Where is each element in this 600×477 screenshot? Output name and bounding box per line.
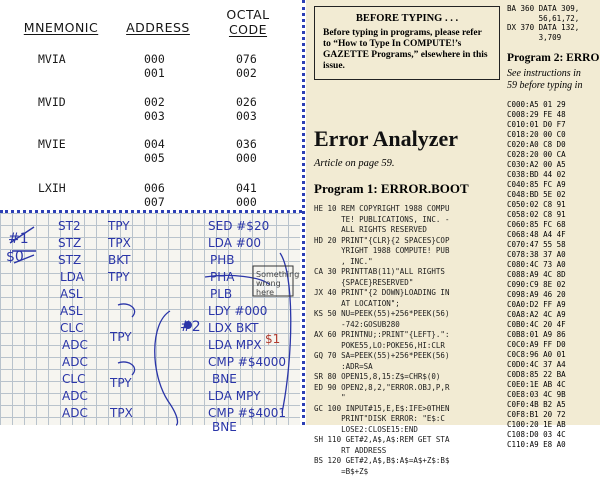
hex-line: C018:20 00 C0 (507, 130, 600, 140)
hex-line: C040:85 FC A9 (507, 180, 600, 190)
instruction-line: 59 before typing in (507, 80, 600, 92)
hex-line: C008:29 FE 48 (507, 110, 600, 120)
hw-right-line: SED #$20 (208, 220, 269, 233)
code-line: YRIGHT 1988 COMPUTE! PUB (314, 246, 500, 257)
table-row-octal: 002 (236, 66, 257, 80)
hex-line: C0A8:A2 4C A9 (507, 310, 600, 320)
code-line: PRINT"DISK ERROR: "E$:C (314, 414, 500, 425)
handwritten-grid-panel (0, 213, 300, 425)
table-row-octal: 036 (236, 137, 257, 151)
table-row-octal: 000 (236, 195, 257, 209)
table-row-address: 002 (144, 95, 165, 109)
hex-line: C058:02 C8 91 (507, 210, 600, 220)
hex-line: C0B0:4C 20 4F (507, 320, 600, 330)
code-line: CA 30 PRINTTAB(11)"ALL RIGHTS (314, 267, 500, 278)
hw-left-line: LDA (60, 271, 84, 284)
octal-header-line2: CODE (222, 22, 274, 37)
hex-line: C060:85 FC 68 (507, 220, 600, 230)
code-line: , INC." (314, 257, 500, 268)
hex-line: C0B8:01 A9 86 (507, 330, 600, 340)
hw-left-line: ADC (62, 339, 88, 352)
code-line: TE! PUBLICATIONS, INC. - (314, 215, 500, 226)
hw-mid-line: BKT (108, 254, 131, 267)
code-line: KS 50 NU=PEEK(55)+256*PEEK(56) (314, 309, 500, 320)
hex-line: C100:20 1E AB (507, 420, 600, 430)
notice-title: BEFORE TYPING . . . (323, 13, 491, 24)
table-row-octal: 000 (236, 151, 257, 165)
hw-right-line: BNE (212, 421, 237, 434)
hex-line: C030:A2 00 A5 (507, 160, 600, 170)
code-line: AT LOCATION"; (314, 299, 500, 310)
octal-header-line1: OCTAL (222, 7, 274, 22)
hex-line: C050:02 C8 91 (507, 200, 600, 210)
hex-line: C000:A5 01 29 (507, 100, 600, 110)
table-row-address: 006 (144, 181, 165, 195)
magazine-right-column (507, 0, 600, 450)
hw-left-line: ADC (62, 390, 88, 403)
code-line: AX 60 PRINTNU;:PRINT"{LEFT}.": (314, 330, 500, 341)
hex-line: C038:BD 44 02 (507, 170, 600, 180)
hw-right-line: CMP #$4001 (208, 407, 286, 420)
code-line: =B$+Z$ (314, 467, 500, 477)
hex-line: C048:BD 5E 02 (507, 190, 600, 200)
code-line: GC 100 INPUT#15,E,E$:IFE>0THEN (314, 404, 500, 415)
hex-line: C0C0:A9 FF D0 (507, 340, 600, 350)
data-line: DX 370 DATA 132, (507, 23, 600, 33)
code-line: SH 110 GET#2,A$,A$:REM GET STA (314, 435, 500, 446)
hw-mid-line: TPY (110, 377, 132, 390)
program2-title: Program 2: ERRO (507, 52, 600, 64)
code-line: {SPACE}RESERVED" (314, 278, 500, 289)
instruction-line: See instructions in (507, 68, 600, 80)
table-row-octal: 026 (236, 95, 257, 109)
code-line: POKE55,LO:POKE56,HI:CLR (314, 341, 500, 352)
hex-line: C078:38 37 A0 (507, 250, 600, 260)
table-row-address: 003 (144, 109, 165, 123)
table-row-mnemonic: MVIA (38, 52, 66, 66)
table-row-address: 007 (144, 195, 165, 209)
article-subtitle: Article on page 59. (314, 158, 500, 169)
hw-side-mark: #2 (180, 321, 201, 334)
hw-mark-1: #1 (8, 233, 29, 246)
hex-line: C0F0:4B B2 A5 (507, 400, 600, 410)
code-line: -742:GOSUB280 (314, 320, 500, 331)
address-header: ADDRESS (124, 20, 192, 35)
hex-line: C068:48 A4 4F (507, 230, 600, 240)
code-line: GQ 70 SA=PEEK(55)+256*PEEK(56) (314, 351, 500, 362)
code-line: " (314, 393, 500, 404)
hw-mid-line: TPY (110, 331, 132, 344)
before-typing-notice (314, 6, 500, 80)
hex-line: C108:D0 03 4C (507, 430, 600, 440)
hw-right-line: LDA MPY (208, 390, 260, 403)
hw-boxed-note: Something wrong here (256, 270, 292, 297)
table-row-octal: 076 (236, 52, 257, 66)
table-row-address: 004 (144, 137, 165, 151)
hex-line: C110:A9 E8 A0 (507, 440, 600, 450)
hex-line: C0C8:96 A0 01 (507, 350, 600, 360)
hw-mark-dollar0: $0 (6, 251, 24, 264)
hex-line: C0D8:85 22 BA (507, 370, 600, 380)
hw-mid-line: TPX (110, 407, 133, 420)
table-row-address: 001 (144, 66, 165, 80)
hw-right-line: LDY #000 (208, 305, 267, 318)
hw-right-line: LDA MPX (208, 339, 262, 352)
table-row-mnemonic: MVIE (38, 137, 66, 151)
see-instructions (507, 68, 600, 92)
hex-line: C010:01 D0 F7 (507, 120, 600, 130)
hw-left-line: ADC (62, 407, 88, 420)
hw-left-line: STZ (58, 237, 81, 250)
table-row-octal: 003 (236, 109, 257, 123)
program1-title: Program 1: ERROR.BOOT (314, 181, 500, 197)
table-row-octal: 041 (236, 181, 257, 195)
table-row-address: 000 (144, 52, 165, 66)
hw-right-line: LDA #00 (208, 237, 261, 250)
code-line: HD 20 PRINT"{CLR}{2 SPACES}COP (314, 236, 500, 247)
article-title: Error Analyzer (314, 126, 500, 152)
hw-right-line: PHA (210, 271, 234, 284)
data-lines-top (507, 4, 600, 42)
hw-left-line: ADC (62, 356, 88, 369)
code-line: ALL RIGHTS RESERVED (314, 225, 500, 236)
hw-mid-line: TPY (108, 271, 130, 284)
hw-right-line: PLB (210, 288, 232, 301)
magazine-page (306, 0, 600, 425)
octal-code-header (222, 7, 274, 37)
hex-line: C0E8:03 4C 9B (507, 390, 600, 400)
vertical-dotted-divider (302, 0, 305, 425)
mnemonic-header: MNEMONIC (20, 20, 102, 35)
hw-mid-line: TPX (108, 237, 131, 250)
code-line: :ADR=SA (314, 362, 500, 373)
hex-line: C0F8:B1 20 72 (507, 410, 600, 420)
hw-left-line: ASL (60, 305, 83, 318)
hw-margin-mark: $1 (265, 333, 280, 346)
hw-mid-line: TPY (108, 220, 130, 233)
hw-right-line: LDX BKT (208, 322, 258, 335)
hex-line: C0D0:4C 37 A4 (507, 360, 600, 370)
hex-line: C0E0:1E AB 4C (507, 380, 600, 390)
data-line: BA 360 DATA 309, (507, 4, 600, 14)
hw-left-line: STZ (58, 254, 81, 267)
opcode-table-panel (0, 0, 300, 210)
hex-line: C0A0:D2 FF A9 (507, 300, 600, 310)
code-line: SR 80 OPEN15,8,15:Z$=CHR$(0) (314, 372, 500, 383)
hw-left-line: CLC (62, 373, 85, 386)
hex-line: C080:4C 73 A0 (507, 260, 600, 270)
hex-listing (507, 100, 600, 450)
notice-body: Before typing in programs, please refer to “How to Type In COMPUTE!’s GAZETTE Programs,” elsewhere in this issue. (323, 28, 491, 72)
code-line: LOSE2:CLOSE15:END (314, 425, 500, 436)
table-row-mnemonic: LXIH (38, 181, 66, 195)
code-line: HE 10 REM COPYRIGHT 1988 COMPU (314, 204, 500, 215)
hw-left-line: ST2 (58, 220, 81, 233)
hw-left-line: ASL (60, 288, 83, 301)
hex-line: C088:A9 4C 8D (507, 270, 600, 280)
hex-line: C098:A9 46 20 (507, 290, 600, 300)
code-line: JX 40 PRINT"{2 DOWN}LOADING IN (314, 288, 500, 299)
program1-listing (314, 204, 500, 477)
hex-line: C028:20 00 CA (507, 150, 600, 160)
hex-line: C070:47 55 58 (507, 240, 600, 250)
data-line: 3,709 (507, 33, 600, 43)
hw-left-line: CLC (60, 322, 83, 335)
table-row-mnemonic: MVID (38, 95, 66, 109)
hex-line: C020:A0 C8 D0 (507, 140, 600, 150)
code-line: ED 90 OPEN2,8,2,"ERROR.OBJ,P,R (314, 383, 500, 394)
code-line: RT ADDRESS (314, 446, 500, 457)
magazine-left-column (314, 0, 500, 477)
table-row-address: 005 (144, 151, 165, 165)
hw-right-line: CMP #$4000 (208, 356, 286, 369)
hw-right-line: PHB (210, 254, 235, 267)
code-line: BS 120 GET#2,A$,B$:A$=A$+Z$:B$ (314, 456, 500, 467)
hex-line: C090:C9 8E 02 (507, 280, 600, 290)
hw-right-line: BNE (212, 373, 237, 386)
data-line: 56,61,72, (507, 14, 600, 24)
